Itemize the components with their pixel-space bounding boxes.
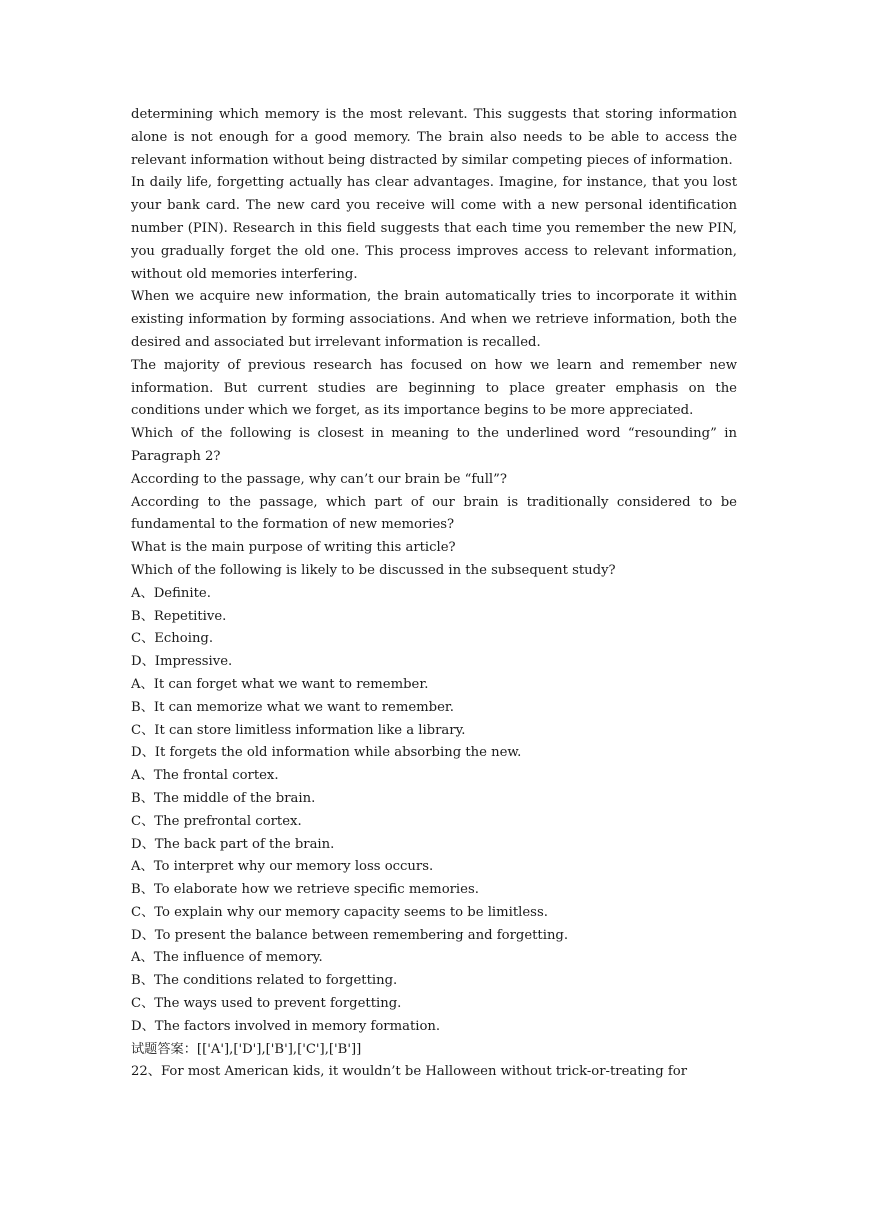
question-text: According to the passage, why can’t our brain be “full”? (131, 471, 507, 487)
answer-option: D、The back part of the brain. (131, 836, 335, 852)
question-text: Which of the following is closest in meaning to the underlined word “resounding” in Paragraph 2? (131, 426, 737, 464)
answer-option: D、It forgets the old information while absorbing the new. (131, 745, 522, 761)
answer-option: B、The conditions related to forgetting. (131, 973, 398, 989)
answer-option: C、The ways used to prevent forgetting. (131, 996, 402, 1012)
answer-option: C、Echoing. (131, 631, 214, 647)
next-question-intro: 22、For most American kids, it wouldn’t be Halloween without trick-or-treating for (131, 1064, 688, 1080)
answer-option: D、To present the balance between remembering and forgetting. (131, 927, 569, 943)
answer-option: A、Definite. (131, 585, 211, 601)
question-text: Which of the following is likely to be discussed in the subsequent study? (131, 562, 616, 578)
passage-paragraph: The majority of previous research has focused on how we learn and remember new information. But current studies are beginning to place greater emphasis on the conditions under which we forget, as its importance begins to be more appreciated. (131, 357, 737, 419)
answer-option: A、The influence of memory. (131, 950, 323, 966)
answer-option: C、The prefrontal cortex. (131, 813, 302, 829)
answer-option: A、It can forget what we want to remember. (131, 676, 429, 692)
answer-option: D、Impressive. (131, 654, 233, 670)
document-page (131, 104, 737, 1084)
question-text: What is the main purpose of writing this article? (131, 540, 456, 556)
answer-key: 试题答案：[['A'],['D'],['B'],['C'],['B']] (131, 1041, 362, 1057)
answer-option: B、Repetitive. (131, 608, 227, 624)
passage-paragraph: When we acquire new information, the brain automatically tries to incorporate it within existing information by forming associations. And when we retrieve information, both the desired and associated but irrelevant information is recalled. (131, 289, 737, 350)
answer-option: C、To explain why our memory capacity seems to be limitless. (131, 904, 548, 920)
passage-paragraph: In daily life, forgetting actually has clear advantages. Imagine, for instance, that you lost your bank card. The new card you receive will come with a new personal identification number (PIN). Research in this field suggests that each time you remember the new PIN, you gradually forget the old one. This process improves access to relevant information, without old memories interfering. (131, 175, 737, 282)
passage-paragraph: determining which memory is the most relevant. This suggests that storing information alone is not enough for a good memory. The brain also needs to be able to access the relevant information without being distracted by similar competing pieces of information. (131, 107, 737, 168)
question-text: According to the passage, which part of our brain is traditionally considered to be fundamental to the formation of new memories? (131, 494, 737, 533)
answer-option: A、To interpret why our memory loss occurs. (131, 859, 434, 875)
answer-option: D、The factors involved in memory formation. (131, 1018, 441, 1034)
answer-option: B、The middle of the brain. (131, 790, 316, 806)
answer-option: B、To elaborate how we retrieve specific memories. (131, 882, 479, 898)
answer-option: A、The frontal cortex. (131, 768, 279, 784)
answer-option: B、It can memorize what we want to remember. (131, 699, 454, 715)
answer-option: C、It can store limitless information like a library. (131, 722, 466, 738)
